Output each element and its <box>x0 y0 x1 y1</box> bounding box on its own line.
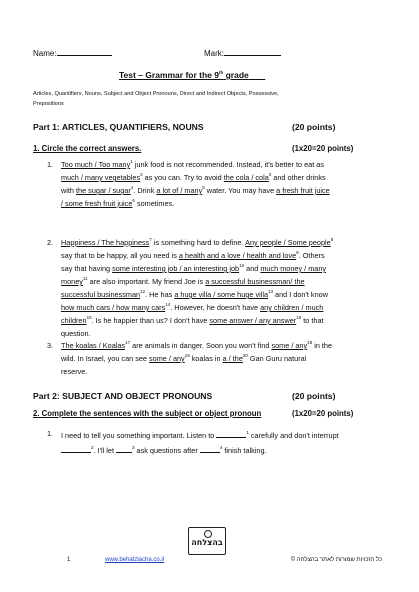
page-title <box>119 70 265 80</box>
item-number: 1. <box>47 160 54 169</box>
text: question. <box>61 329 91 338</box>
text-line <box>61 249 333 262</box>
part1-instruction-points: (1x20=20 points) <box>292 144 354 153</box>
text: in the <box>312 341 333 350</box>
text: reserve. <box>61 367 88 376</box>
blank-number: 2 <box>140 172 143 177</box>
blank-number: 12 <box>140 289 146 294</box>
text: ask questions after <box>134 446 200 455</box>
mark-field <box>204 45 281 58</box>
part2-heading: Part 2: SUBJECT AND OBJECT PRONOUNS <box>33 391 213 401</box>
text-line <box>61 171 330 184</box>
choice[interactable]: any children / much <box>260 303 324 312</box>
choice[interactable]: children <box>61 316 87 325</box>
choice[interactable]: money <box>61 277 83 286</box>
choice[interactable]: some / any <box>271 341 308 350</box>
text-line <box>61 314 333 327</box>
part2-instruction-row <box>33 409 261 418</box>
text: and other drinks <box>271 173 326 182</box>
text: Gan Guru natural <box>247 354 307 363</box>
blank-number: 16 <box>296 315 302 320</box>
text-line <box>61 236 333 249</box>
text: I need to tell you something important. Listen to <box>61 431 217 440</box>
text-line <box>61 262 333 275</box>
choice[interactable]: the sugar / sugar <box>76 186 131 195</box>
site-logo <box>188 527 226 555</box>
choice[interactable]: much / many vegetables <box>61 173 141 182</box>
text-line <box>61 365 332 378</box>
choice[interactable]: a huge villa / some huge villa <box>174 290 269 299</box>
choice[interactable]: some answer / any answer <box>209 316 297 325</box>
item-number: 3. <box>47 341 54 350</box>
text-line <box>61 442 339 457</box>
blank-number: 5 <box>202 185 205 190</box>
choice[interactable]: a health and a love / health and love <box>178 251 297 260</box>
title-text: Test – Grammar for the 9 <box>119 70 219 80</box>
text: to that <box>301 316 324 325</box>
blank-number: 19 <box>184 353 190 358</box>
choice[interactable]: a successful businessman/ the <box>205 277 305 286</box>
part1-instruction: 1. Circle the correct answers. <box>33 144 142 153</box>
text-line <box>61 275 333 288</box>
answer-blank[interactable] <box>216 427 246 438</box>
text: with <box>61 186 77 195</box>
name-field <box>33 45 112 58</box>
name-label: Name: <box>33 49 57 58</box>
text: koalas in <box>189 354 223 363</box>
choice[interactable]: a / the <box>222 354 243 363</box>
subtitle-line-1: Articles, Quantifiers, Nouns, Subject and Object Pronouns, Direct and Indirect Objects, Possessive, <box>33 91 279 97</box>
subtitle <box>33 89 279 109</box>
text: . Drink <box>133 186 157 195</box>
choice[interactable]: The koalas / Koalas <box>61 341 126 350</box>
text: . Is he happier than us? I don't have <box>91 316 210 325</box>
choice[interactable]: Too much / Too many <box>61 160 131 169</box>
item-3-paragraph <box>61 339 332 378</box>
text: are also important. My friend Joe is <box>87 277 206 286</box>
part2-instruction: 2. Complete the sentences with the subject or object pronoun <box>33 409 262 418</box>
choice[interactable]: some interesting job / an interesting job <box>112 264 240 273</box>
mark-blank[interactable] <box>224 45 281 56</box>
text: and <box>244 264 261 273</box>
website-link[interactable]: www.behatzlacha.co.il <box>105 557 165 563</box>
part2-item-1-paragraph <box>61 427 339 457</box>
text: . However, he doesn't have <box>170 303 261 312</box>
blank-number: 10 <box>239 263 245 268</box>
part2-instruction-points: (1x20=20 points) <box>292 409 354 418</box>
title-end: grade <box>223 70 249 80</box>
logo-mark <box>204 530 212 538</box>
part2-points: (20 points) <box>292 391 336 401</box>
text: sometimes. <box>134 199 175 208</box>
text-line <box>61 158 330 171</box>
choice[interactable]: how much cars / how many cars <box>61 303 166 312</box>
text: carefully and don't interrupt <box>248 431 339 440</box>
blank-number: 7 <box>149 237 152 242</box>
text: . I'll let <box>93 446 116 455</box>
blank-number: 4 <box>219 445 223 450</box>
text: as you can. Try to avoid <box>142 173 224 182</box>
text-line <box>61 184 330 197</box>
blank-number: 2 <box>91 445 94 450</box>
choice[interactable]: Any people / Some people <box>245 238 331 247</box>
copyright-notice: כל הזכויות שמורות לאתר בהצלחה © <box>290 557 382 563</box>
text: . Others <box>298 251 325 260</box>
part1-points: (20 points) <box>292 122 336 132</box>
text: is something hard to define. <box>151 238 246 247</box>
subtitle-line-2: Prepositions <box>33 101 64 107</box>
mark-label: Mark: <box>204 49 224 58</box>
choice[interactable]: Happiness / The happiness <box>61 238 150 247</box>
title-sup: th <box>219 70 224 75</box>
choice[interactable]: a fresh fruit juice <box>276 186 330 195</box>
blank-number: 13 <box>268 289 274 294</box>
answer-blank[interactable] <box>61 442 91 453</box>
blank-number: 3 <box>268 172 272 177</box>
text: wild. In Israel, you can see <box>61 354 150 363</box>
choice[interactable]: successful businessman <box>61 290 141 299</box>
part1-heading: Part 1: ARTICLES, QUANTIFIERS, NOUNS <box>33 122 204 132</box>
text-line <box>61 197 330 210</box>
blank-number: 6 <box>132 198 135 203</box>
text-line <box>61 352 332 365</box>
choice[interactable]: the cola / cola <box>223 173 269 182</box>
item-2-paragraph <box>61 236 333 340</box>
text: finish talking. <box>222 446 267 455</box>
choice[interactable]: some / any <box>149 354 185 363</box>
text: say that to be happy, all you need is <box>61 251 179 260</box>
blank-number: 14 <box>165 302 171 307</box>
blank-number: 20 <box>242 353 248 358</box>
choice[interactable]: much money / many <box>260 264 327 273</box>
text: say that having <box>61 264 113 273</box>
text: . He has <box>145 290 175 299</box>
choice[interactable]: / some fresh fruit juice <box>61 199 133 208</box>
text: and I don't know <box>273 290 328 299</box>
blank-number: 1 <box>130 159 133 164</box>
answer-blank[interactable] <box>200 442 220 453</box>
blank-number: 17 <box>125 340 131 345</box>
text: are animals in danger. Soon you won't find <box>130 341 272 350</box>
name-blank[interactable] <box>57 45 112 56</box>
logo-text: בהצלחה <box>191 538 223 547</box>
blank-number: 18 <box>307 340 313 345</box>
text-line <box>61 427 339 442</box>
text-line <box>61 339 332 352</box>
blank-number: 9 <box>296 250 299 255</box>
text-line <box>61 301 333 314</box>
choice[interactable]: a lot of / many <box>156 186 203 195</box>
text-line <box>61 288 333 301</box>
item-number: 2. <box>47 238 54 247</box>
item-1-paragraph <box>61 158 330 210</box>
blank-number: 3 <box>132 445 135 450</box>
item-number: 1. <box>47 429 54 438</box>
page-number: 1 <box>67 557 71 563</box>
text: junk food is not recommended. Instead, it's better to eat as <box>132 160 324 169</box>
blank-number: 4 <box>130 185 134 190</box>
blank-number: 11 <box>82 276 88 281</box>
text: water. You may have <box>204 186 277 195</box>
blank-number: 8 <box>330 237 334 242</box>
answer-blank[interactable] <box>116 442 132 453</box>
blank-number: 15 <box>86 315 92 320</box>
blank-number: 1 <box>246 430 249 435</box>
